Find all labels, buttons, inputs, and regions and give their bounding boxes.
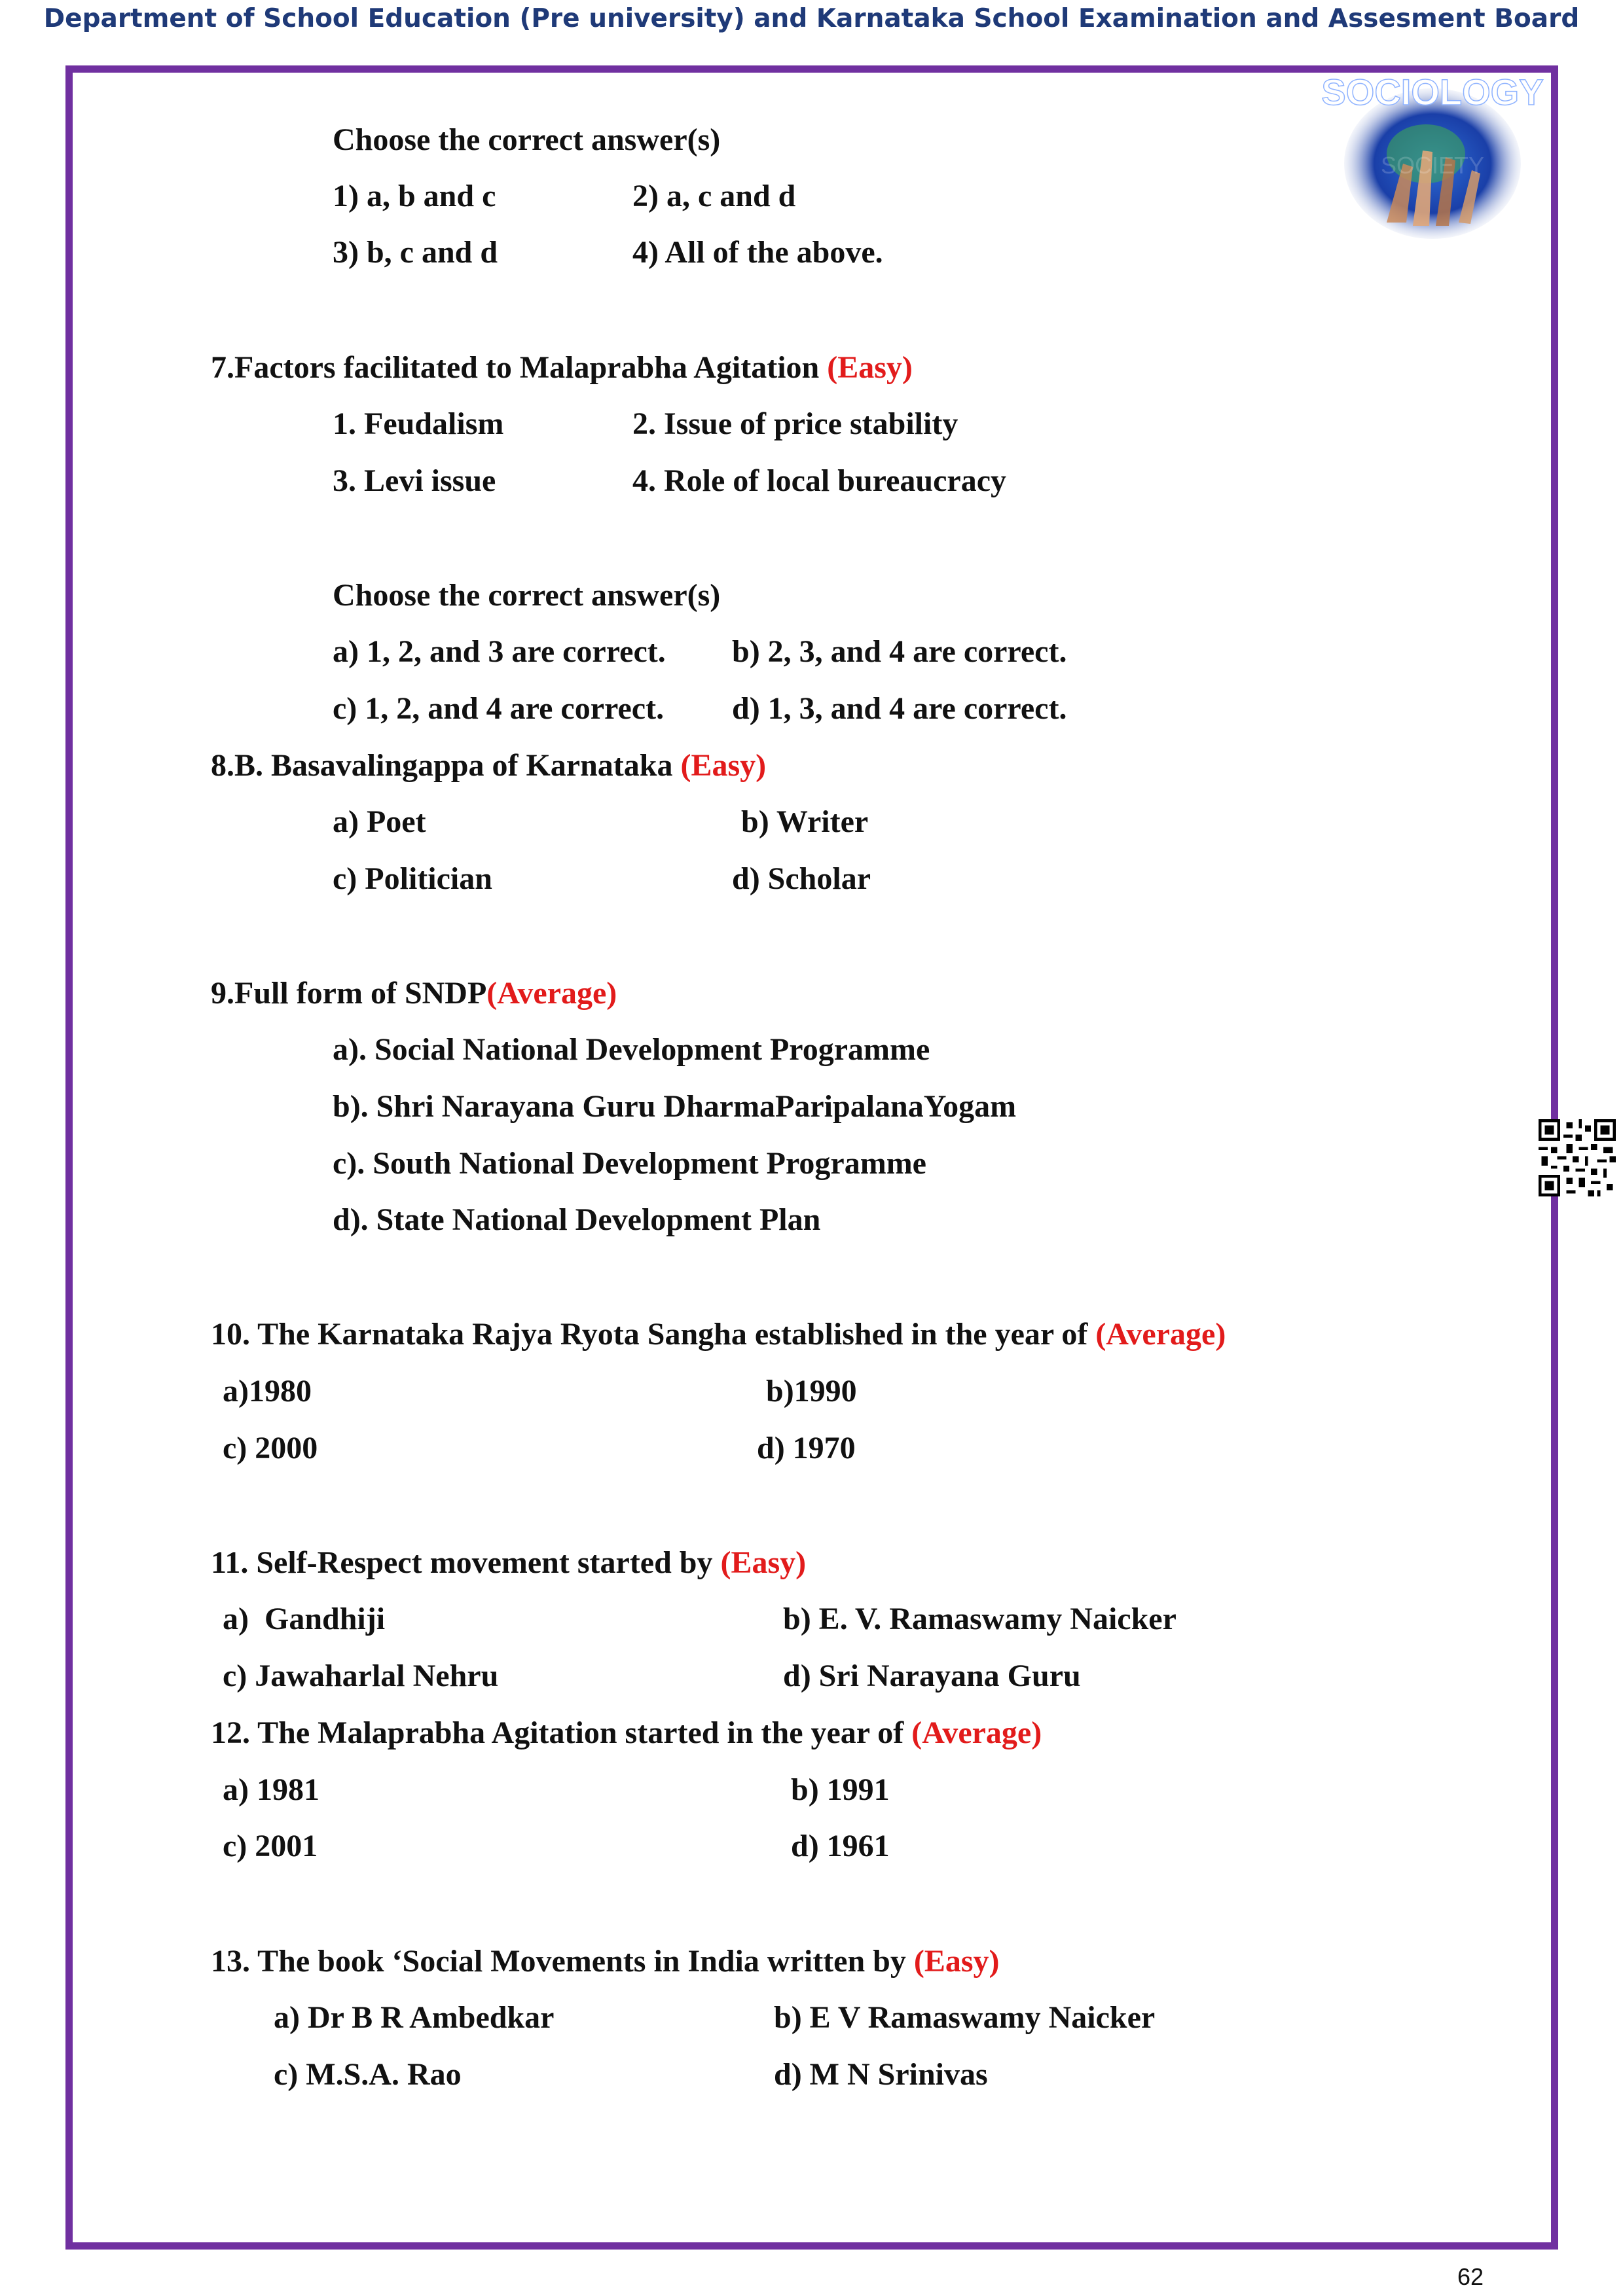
q13-option-b: b) E V Ramaswamy Naicker — [774, 2000, 1156, 2035]
q7-option-c: c) 1, 2, and 4 are correct. — [333, 691, 665, 726]
q6-option-1: 1) a, b and c — [333, 179, 496, 213]
q12-question — [211, 1717, 1042, 1749]
q13-option-c: c) M.S.A. Rao — [274, 2057, 462, 2092]
q13-text: 13. The book ‘Social Movements in India written by — [211, 1944, 906, 1979]
q7-option-d: d) 1, 3, and 4 are correct. — [732, 691, 1067, 726]
q9-text: 9.Full form of SNDP — [211, 976, 487, 1011]
q7-question — [211, 352, 913, 384]
q9-option-a: a). Social National Development Programme — [333, 1032, 930, 1067]
q9-difficulty: (Average) — [486, 976, 617, 1011]
q7-item-2: 2. Issue of price stability — [632, 406, 958, 441]
q8-difficulty: (Easy) — [680, 748, 767, 783]
q12-text: 12. The Malaprabha Agitation started in the year of — [211, 1715, 904, 1750]
q11-text: 11. Self-Respect movement started by — [211, 1545, 713, 1580]
q11-option-a: a) Gandhiji — [223, 1602, 386, 1636]
q7-difficulty: (Easy) — [827, 350, 913, 385]
q12-option-a: a) 1981 — [223, 1772, 319, 1807]
q12-difficulty: (Average) — [911, 1715, 1042, 1750]
q6-option-4: 4) All of the above. — [632, 235, 883, 270]
q13-question — [211, 1946, 1000, 1977]
q11-option-d: d) Sri Narayana Guru — [783, 1659, 1081, 1693]
q12-option-c: c) 2001 — [223, 1829, 318, 1863]
q6-prompt: Choose the correct answer(s) — [333, 122, 721, 157]
logo-text: SOCIOLOGY — [1321, 71, 1544, 113]
q10-option-b: b)1990 — [766, 1374, 857, 1408]
q9-option-c: c). South National Development Programme — [333, 1146, 926, 1181]
q10-question — [211, 1319, 1226, 1350]
page-header: Department of School Education (Pre university) and Karnataka School Examination and Assesment Board — [43, 4, 1580, 33]
q7-option-b: b) 2, 3, and 4 are correct. — [732, 634, 1067, 669]
q8-question — [211, 750, 766, 781]
q8-option-c: c) Politician — [333, 861, 492, 896]
q13-difficulty: (Easy) — [913, 1944, 1000, 1979]
q11-question — [211, 1547, 806, 1579]
q6-option-3: 3) b, c and d — [333, 235, 498, 270]
q8-text: 8.B. Basavalingappa of Karnataka — [211, 748, 673, 783]
q10-option-c: c) 2000 — [223, 1431, 318, 1465]
q10-difficulty: (Average) — [1095, 1317, 1226, 1352]
sociology-logo — [1321, 71, 1544, 242]
q11-option-c: c) Jawaharlal Nehru — [223, 1659, 499, 1693]
q11-difficulty: (Easy) — [720, 1545, 807, 1580]
q13-option-d: d) M N Srinivas — [774, 2057, 988, 2092]
q7-prompt: Choose the correct answer(s) — [333, 578, 721, 613]
q8-option-a: a) Poet — [333, 804, 426, 839]
q9-question — [211, 978, 617, 1009]
q10-text: 10. The Karnataka Rajya Ryota Sangha established in the year of — [211, 1317, 1088, 1352]
q12-option-d: d) 1961 — [791, 1829, 890, 1863]
q7-item-4: 4. Role of local bureaucracy — [632, 463, 1007, 498]
q7-item-3: 3. Levi issue — [333, 463, 496, 498]
q13-option-a: a) Dr B R Ambedkar — [274, 2000, 555, 2035]
q10-option-d: d) 1970 — [757, 1431, 856, 1465]
logo-faded-text: SOCIETY — [1380, 152, 1485, 179]
q10-option-a: a)1980 — [223, 1374, 312, 1408]
q7-option-a: a) 1, 2, and 3 are correct. — [333, 634, 666, 669]
q7-item-1: 1. Feudalism — [333, 406, 504, 441]
q8-option-b: b) Writer — [741, 804, 869, 839]
q11-option-b: b) E. V. Ramaswamy Naicker — [783, 1602, 1176, 1636]
q9-option-b: b). Shri Narayana Guru DharmaParipalanaYogam — [333, 1089, 1017, 1124]
q12-option-b: b) 1991 — [791, 1772, 890, 1807]
q8-option-d: d) Scholar — [732, 861, 871, 896]
q9-option-d: d). State National Development Plan — [333, 1202, 821, 1237]
q6-option-2: 2) a, c and d — [632, 179, 796, 213]
qr-code — [1539, 1119, 1616, 1196]
page-number: 62 — [1457, 2263, 1484, 2290]
q7-text: 7.Factors facilitated to Malaprabha Agitation — [211, 350, 820, 385]
